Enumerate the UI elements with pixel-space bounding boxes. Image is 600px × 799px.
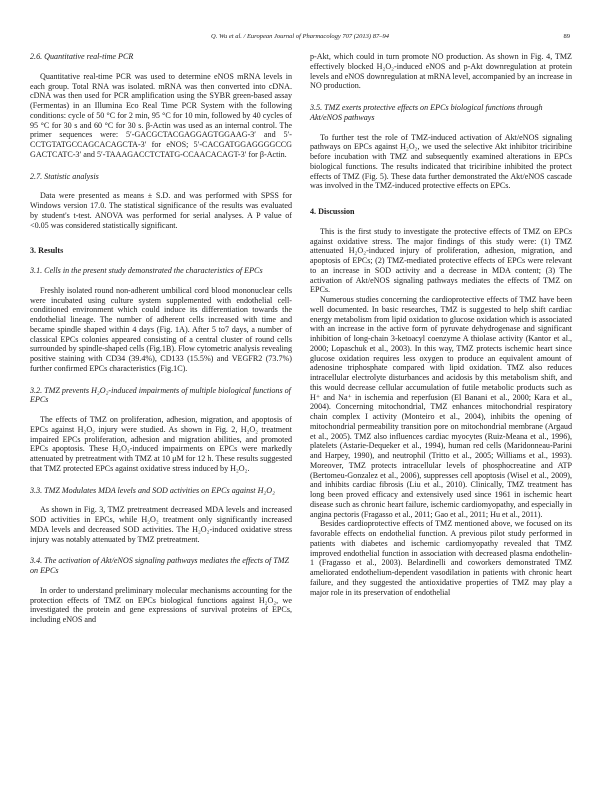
- subsection-heading: 3.1. Cells in the present study demonstrated the characteristics of EPCs: [30, 266, 263, 275]
- right-column: [310, 52, 572, 597]
- section-heading: 2.7. Statistic analysis: [30, 171, 99, 181]
- subsection-heading: 3.4. The activation of Akt/eNOS signaling pathways mediates the effects of TMZ on EPCs: [30, 556, 290, 575]
- section-heading: 2.6. Quantitative real-time PCR: [30, 52, 134, 61]
- journal-citation: Q. Wu et al. / European Journal of Pharmacology 707 (2013) 87–94: [211, 33, 389, 40]
- subsection-heading: 3.2. TMZ prevents H₂O₂-induced impairments of multiple biological functions of EPCs: [30, 385, 291, 405]
- subsection-heading: 3.5. TMZ exerts protective effects on EPCs biological functions through Akt/eNOS pathways: [310, 103, 543, 122]
- paragraph: To further test the role of TMZ-induced activation of Akt/eNOS signaling pathways on EPCs against H₂O₂, we used the selective Akt inhibitor triciribine before incubation with TMZ and subsequently examined alterations in EPCs biological functions. The results indicated that triciribine inhibited the protect effects of TMZ (Fig. 5). These data further demonstrated the Akt/eNOS cascade was involved in the TMZ-induced protective effects on EPCs.: [310, 132, 572, 191]
- paragraph: In order to understand preliminary molecular mechanisms accounting for the protection effects of TMZ on EPCs biological functions against H₂O₂, we investigated the protein and gene expressions of survival proteins of EPCs, including eNOS and: [30, 585, 292, 624]
- left-column: [30, 52, 292, 625]
- paragraph: The effects of TMZ on proliferation, adhesion, migration, and apoptosis of EPCs against H₂O₂ injury were studied. As shown in Fig. 2, H₂O₂ treatment impaired EPCs proliferation, adhesion and migration abilities, and promoted EPCs apoptosis. These H₂O₂-induced impairments on EPCs were markedly attenuated by pretreatment with TMZ at 10 μM for 12 h. These results suggested that TMZ protected EPCs against oxidative stress induced by H₂O₂.: [30, 415, 292, 473]
- paragraph: p-Akt, which could in turn promote NO production. As shown in Fig. 4, TMZ effectively blocked H₂O₂-induced eNOS and p-Akt downregulation at protein levels and eNOS downregulation at mRNA level, accompanied by an increase in NO production.: [310, 52, 572, 91]
- paragraph: Besides cardioprotective effects of TMZ mentioned above, we focused on its favorable effects on endothelial function. A previous pilot study performed in patients with diabetes and ischemic cardiomyopathy revealed that TMZ improved endothelial function in association with decreased plasma endothelin-1 (Fragasso et al., 2003). Belardinelli and coworkers demonstrated TMZ ameliorated endothelium-dependent vasodilation in patients with chronic heart failure, and they suggested the antioxidative properties of TMZ may play a major role in its preservation of endothelial: [310, 519, 572, 597]
- paragraph: Data were presented as means ± S.D. and was performed with SPSS for Windows version 17.0. The statistical significance of the results was evaluated by student's t-test. ANOVA was performed for serial analyses. A P value of <0.05 was considered statistically significant.: [30, 191, 292, 230]
- running-header: [30, 33, 570, 45]
- page-number: 89: [563, 33, 570, 40]
- paragraph: Freshly isolated round non-adherent umbilical cord blood mononuclear cells were incubated using culture system supplemented with endothelial cell-conditioned environment which could induce its differentiation towards the endothelial lineage. The number of adherent cells increased with time and became spindle shaped within 4 days (Fig. 1A). After 5 to7 days, a number of classical EPCs colonies appeared consisting of a central cluster of round cells surrounded by spindle-shaped cells (Fig.1B). Flow cytometric analysis revealing positive staining with CD34 (39.4%), CD133 (15.5%) and VEGFR2 (73.7%) further confirmed EPCs characteristics (Fig.1C).: [30, 285, 292, 373]
- paragraph: This is the first study to investigate the protective effects of TMZ on EPCs against oxidative stress. The major findings of this study were: (1) TMZ attenuated H₂O₂-induced injury of proliferation, adhesion, migration, and apoptosis of EPCs; (2) TMZ-mediated protective effects of EPCs were relevant to an increase in SOD activity and a decrease in MDA content; (3) The activation of Akt/eNOS signaling pathways mediates the effects of TMZ on EPCs.: [310, 226, 572, 295]
- paragraph: Quantitative real-time PCR was used to determine eNOS mRNA levels in each group. Total RNA was isolated. mRNA was then converted into cDNA. cDNA was then used for PCR amplification using the SYBR green-based assay (Fermentas) in an Illumina Eco Real Time PCR System with the following conditions: cycle of 50 °C for 2 min, 95 °C for 10 min, followed by 40 cycles of 95 °C for 30 s and 60 °C for 30 s. β-Actin was used as an internal control. The primer sequences were: 5′-GACGCTACGAGGAGTGGAAG-3′ and 5′-CCTGTATGCCAGCACAGCTA-3′ for eNOS; 5′-CACGATGGAGGGGCCG GACTCATC-3′ and 5′-TAAAGACCTCTATG-CCAACACAGT-3′ for β-Actin.: [30, 71, 292, 159]
- section-heading: 3. Results: [30, 246, 64, 256]
- section-heading: 4. Discussion: [310, 207, 355, 216]
- paragraph: Numerous studies concerning the cardioprotective effects of TMZ have been well documented. In basic researches, TMZ is suggested to help shift cardiac energy metabolism from lipid oxidation to glucose oxidation which is associated with an increase in the active form of pyruvate dehydrogenase and significant inhibition of long-chain 3-ketoacyl coenzyme A thiolase activity (Kantor et al., 2000; Lopaschuk et al., 2003). In this way, TMZ protects ischemic heart since glucose oxidation requires less oxygen to produce an equivalent amount of adenosine triphosphate compared with lipid oxidation. TMZ also reduces intracellular electrolyte disturbances and acidosis by this metabolism shift, and this would decrease cellular accumulation of futile metabolic products such as H⁺ and Na⁺ in ischemia and reperfusion (El Banani et al., 2000; Kara et al., 2004). Concerning mitochondrial, TMZ enhances mitochondrial respiratory chain complex I activity (Monteiro et al., 2004), inhibits the opening of mitochondrial permeability transition pore on mitochondrial membrane (Argaud et al., 2005). TMZ also influences cardiac myocytes (Ruiz-Meana et al., 1996), platelets (Astarie-Dequeker et al., 1994), human red cells (Maridonneau-Parini and Harpey, 1990), and neutrophil (Tritto et al., 2005; Williams et al., 1993). Moreover, TMZ protects intracellular levels of phosphocreatine and ATP (Bertomeu-Gonzalez et al., 2006), suppresses cell apoptosis (Wisel et al., 2009), and inhibits cardiac fibrosis (Liu et al., 2010). Clinically, TMZ treatment has long been proved efficacy and extensively used since 1961 in ischemic heart disease such as chronic heart failure, ischemic cardiomyopathy, and especially in angina pectoris (Fragasso et al., 2011; Gao et al., 2011; Hu et al., 2011).: [310, 295, 572, 519]
- subsection-heading: 3.3. TMZ Modulates MDA levels and SOD activities on EPCs against H₂O₂: [30, 485, 275, 495]
- paragraph: As shown in Fig. 3, TMZ pretreatment decreased MDA levels and increased SOD activities in EPCs, while H₂O₂ treatment only significantly increased MDA levels and decreased SOD activities. The H₂O₂-induced oxidative stress injury was notably attenuated by TMZ pretreatment.: [30, 505, 292, 544]
